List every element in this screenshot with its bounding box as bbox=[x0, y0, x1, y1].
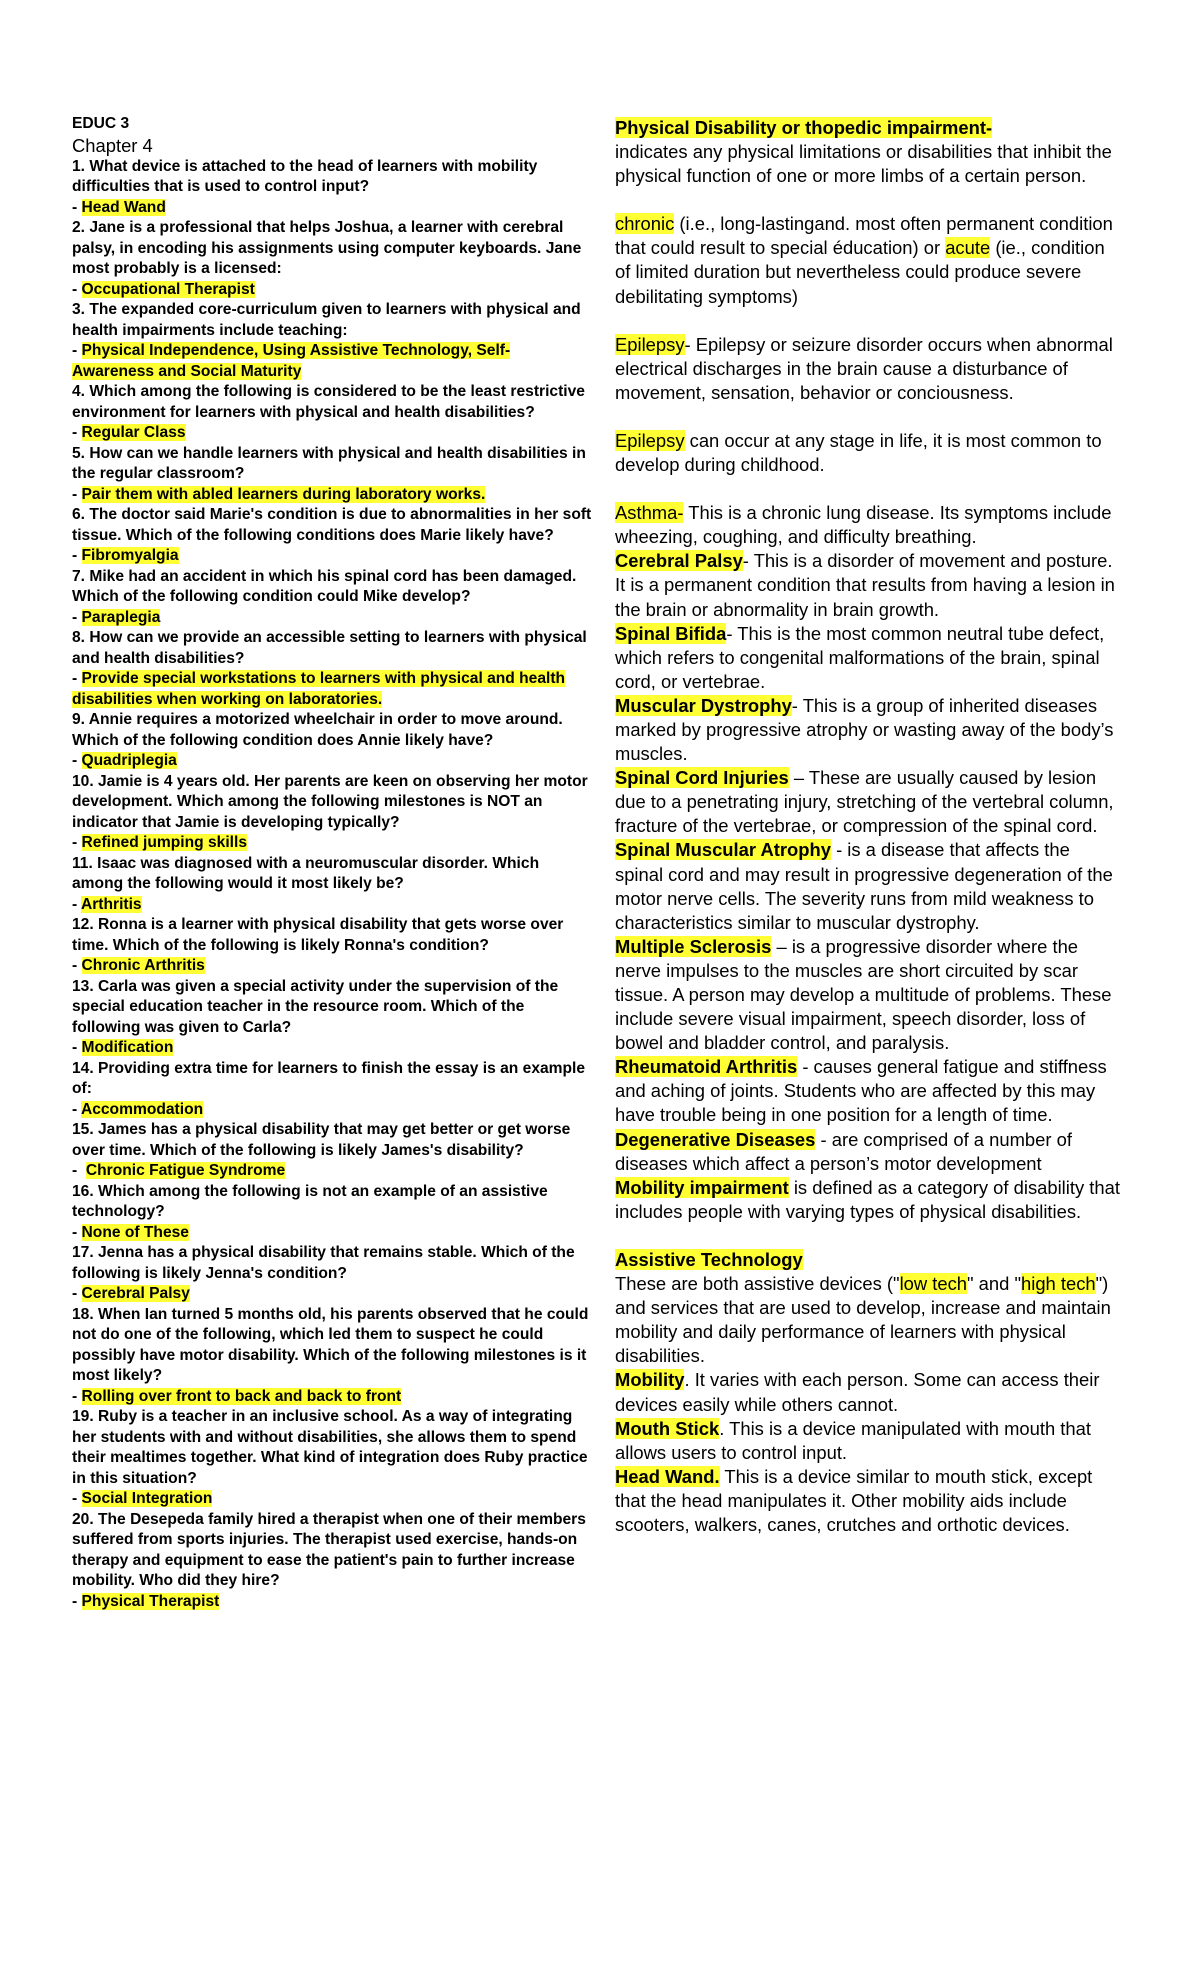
term-epilepsy: Epilepsy bbox=[615, 429, 685, 451]
definition-text: (i.e., long-lastingand. most often permanent condition that could result to special éducation) or bbox=[615, 213, 1113, 259]
term-cerebral-palsy: Cerebral Palsy bbox=[615, 550, 743, 572]
answer-highlight: Regular Class bbox=[81, 424, 186, 441]
definition-text: (ie., condition of limited duration but nevertheless could produce severe debilitating symptoms) bbox=[615, 237, 1105, 307]
definition-cerebral-palsy bbox=[615, 549, 1120, 621]
question-text: 19. Ruby is a teacher in an inclusive school. As a way of integrating her students with and without disabilities, she allows them to spend their mealtimes together. What kind of integration does Ruby practice in this situation? bbox=[72, 1408, 588, 1487]
answer-highlight: Physical Independence, Using Assistive Technology, Self-Awareness and Social Maturity bbox=[72, 342, 511, 380]
question-text: 15. James has a physical disability that may get better or get worse over time. Which of the following is likely James's disability? bbox=[72, 1121, 571, 1159]
term-acute: acute bbox=[945, 237, 991, 259]
definition-spinal-cord-injuries bbox=[615, 766, 1120, 838]
definition-spinal-bifida bbox=[615, 622, 1120, 694]
definition-text: - is a disease that affects the spinal cord and may result in progressive degeneration of the motor nerve cells. The severity runs from mild weakness to characteristics similar to muscular dystrophy. bbox=[615, 839, 1113, 933]
term-mobility: Mobility bbox=[615, 1369, 685, 1391]
term-head-wand: Head Wand. bbox=[615, 1465, 720, 1487]
definition-text: This is a chronic lung disease. Its symptoms include wheezing, coughing, and difficulty breathing. bbox=[615, 502, 1112, 548]
definition-text: indicates any physical limitations or disabilities that inhibit the physical function of one or more limbs of a certain person. bbox=[615, 141, 1112, 187]
answer-line bbox=[72, 341, 592, 382]
answer-prefix: - bbox=[72, 198, 82, 216]
definition-head-wand bbox=[615, 1465, 1120, 1537]
answer-highlight: Modification bbox=[81, 1039, 174, 1056]
question-text: 10. Jamie is 4 years old. Her parents are keen on observing her motor development. Which among the following milestones is NOT an indicator that Jamie is developing typically? bbox=[72, 772, 588, 831]
answer-line bbox=[72, 1038, 592, 1059]
definition-text: - Epilepsy or seizure disorder occurs when abnormal electrical discharges in the brain cause a disturbance of movement, sensation, behavior or conciousness. bbox=[615, 333, 1113, 403]
answer-highlight: None of These bbox=[81, 1223, 189, 1241]
answer-prefix: - bbox=[72, 1490, 82, 1507]
question-text: 4. Which among the following is considered to be the least restrictive environment for learners with physical and health disabilities? bbox=[72, 383, 585, 421]
definition-text: " and " bbox=[967, 1273, 1021, 1295]
term-spinal-bifida: Spinal Bifida bbox=[615, 622, 727, 644]
definition-chronic-acute bbox=[615, 212, 1120, 308]
answer-prefix: - bbox=[72, 280, 82, 298]
definition-text: - This is a group of inherited diseases marked by progressive atrophy or wasting away of the body’s muscles. bbox=[615, 694, 1114, 765]
definition-text: - causes general fatigue and stiffness and aching of joints. Students who are affected by this may have trouble being in one position for a length of time. bbox=[615, 1056, 1107, 1126]
definition-rheumatoid-arthritis bbox=[615, 1055, 1120, 1127]
question-text: 20. The Desepeda family hired a therapist when one of their members suffered from sports injuries. The therapist used exercise, hands-on therapy and equipment to ease the patient's pain to further increase mobility. Who did they hire? bbox=[72, 1510, 586, 1589]
answer-prefix: - bbox=[72, 1285, 82, 1302]
answer-prefix: - bbox=[72, 1592, 82, 1610]
definition-text: - This is the most common neutral tube defect, which refers to congenital malformations of the brain, spinal cord, or vertebrae. bbox=[615, 622, 1105, 692]
definition-mouth-stick bbox=[615, 1417, 1120, 1465]
answer-prefix: - bbox=[72, 670, 82, 687]
answer-line bbox=[72, 956, 592, 977]
answer-prefix: - bbox=[72, 485, 82, 503]
heading-assistive-technology: Assistive Technology bbox=[615, 1248, 803, 1270]
question-text: 13. Carla was given a special activity under the supervision of the special education teacher in the resource room. Which of the following was given to Carla? bbox=[72, 977, 559, 1036]
term-low-tech: low tech bbox=[899, 1273, 968, 1295]
answer-line bbox=[72, 1223, 592, 1244]
definition-assistive-technology bbox=[615, 1248, 1120, 1368]
question-text: 16. Which among the following is not an example of an assistive technology? bbox=[72, 1182, 548, 1220]
answer-highlight: Head Wand bbox=[81, 198, 166, 216]
answer-prefix: - bbox=[72, 957, 82, 974]
question-list bbox=[72, 157, 592, 1613]
definition-spinal-muscular-atrophy bbox=[615, 838, 1120, 934]
question-text: 2. Jane is a professional that helps Joshua, a learner with cerebral palsy, in encoding his assignments using computer keyboards. Jane most probably is a licensed: bbox=[72, 219, 582, 277]
answer-prefix: - bbox=[72, 752, 82, 769]
answer-line bbox=[72, 485, 592, 506]
answer-prefix: - bbox=[72, 895, 81, 913]
answer-prefix: - bbox=[72, 342, 82, 359]
answer-prefix: - bbox=[72, 834, 82, 851]
definition-text: ") and services that are used to develop, increase and maintain mobility and daily performance of learners with physical disabilities. bbox=[615, 1273, 1111, 1367]
answer-prefix: - bbox=[72, 424, 82, 441]
question-text: 7. Mike had an accident in which his spinal cord has been damaged. Which of the following condition could Mike develop? bbox=[72, 567, 577, 605]
question-text: 8. How can we provide an accessible setting to learners with physical and health disabilities? bbox=[72, 629, 587, 667]
answer-prefix: - bbox=[72, 608, 82, 626]
definition-text: – is a progressive disorder where the nerve impulses to the muscles are short circuited by scar tissue. A person may develop a multitude of problems. These include severe visual impairment, speech disorder, loss of bowel and bladder control, and paralysis. bbox=[615, 935, 1112, 1054]
answer-highlight: Arthritis bbox=[80, 895, 142, 913]
answer-prefix: - bbox=[72, 1162, 86, 1179]
note-epilepsy bbox=[615, 429, 1120, 477]
answer-highlight: Fibromyalgia bbox=[81, 547, 179, 564]
quiz-column bbox=[72, 114, 592, 1612]
answer-line bbox=[72, 1592, 592, 1613]
term-spinal-cord-injuries: Spinal Cord Injuries bbox=[615, 767, 789, 789]
question-text: 18. When Ian turned 5 months old, his parents observed that he could not do one of the following, which led them to suspect he could possibly have motor disability. Which of the following milestones is it most likely? bbox=[72, 1305, 589, 1384]
question-text: 12. Ronna is a learner with physical disability that gets worse over time. Which of the following is likely Ronna's condition? bbox=[72, 916, 564, 954]
definition-multiple-sclerosis bbox=[615, 935, 1120, 1055]
answer-highlight: Rolling over front to back and back to front bbox=[81, 1387, 402, 1405]
definition-text: is defined as a category of disability that includes people with varying types of physical disabilities. bbox=[615, 1176, 1120, 1222]
question-text: 9. Annie requires a motorized wheelchair in order to move around. Which of the following condition does Annie likely have? bbox=[72, 711, 563, 749]
answer-line bbox=[72, 833, 592, 854]
answer-line bbox=[72, 423, 592, 444]
definition-text: - are comprised of a number of diseases which affect a person’s motor development bbox=[615, 1128, 1072, 1174]
answer-highlight: Accommodation bbox=[80, 1100, 204, 1118]
answer-line bbox=[72, 1284, 592, 1305]
answer-line bbox=[72, 1100, 592, 1121]
answer-line bbox=[72, 751, 592, 772]
definition-text: - This is a disorder of movement and posture. It is a permanent condition that results from having a lesion in the brain or abnormality in brain growth. bbox=[615, 550, 1115, 620]
answer-highlight: Occupational Therapist bbox=[81, 280, 255, 298]
term-muscular-dystrophy: Muscular Dystrophy bbox=[615, 694, 792, 716]
term-rheumatoid-arthritis: Rheumatoid Arthritis bbox=[615, 1056, 798, 1078]
answer-highlight: Chronic Arthritis bbox=[81, 957, 205, 974]
answer-line bbox=[72, 1161, 592, 1182]
answer-line bbox=[72, 280, 592, 301]
answer-line bbox=[72, 198, 592, 219]
definition-text: can occur at any stage in life, it is most common to develop during childhood. bbox=[615, 429, 1102, 476]
answer-prefix: - bbox=[72, 1387, 82, 1405]
term-mouth-stick: Mouth Stick bbox=[615, 1417, 720, 1439]
term-spinal-muscular-atrophy: Spinal Muscular Atrophy bbox=[615, 839, 831, 861]
term-chronic: chronic bbox=[615, 213, 675, 235]
course-code: EDUC 3 bbox=[72, 115, 130, 132]
answer-prefix: - bbox=[72, 1223, 82, 1241]
question-text: 11. Isaac was diagnosed with a neuromuscular disorder. Which among the following would it most likely be? bbox=[72, 854, 540, 892]
definition-degenerative-diseases bbox=[615, 1128, 1120, 1176]
answer-highlight: Social Integration bbox=[81, 1490, 213, 1507]
answer-line bbox=[72, 895, 592, 916]
answer-prefix: - bbox=[72, 547, 82, 564]
answer-line bbox=[72, 669, 592, 710]
answer-highlight: Pair them with abled learners during laboratory works. bbox=[81, 485, 486, 503]
question-text: 3. The expanded core-curriculum given to learners with physical and health impairments include teaching: bbox=[72, 301, 581, 339]
definition-text: . It varies with each person. Some can access their devices easily while others cannot. bbox=[615, 1369, 1100, 1415]
question-text: 6. The doctor said Marie's condition is due to abnormalities in her soft tissue. Which of the following conditions does Marie likely have? bbox=[72, 506, 592, 544]
term-high-tech: high tech bbox=[1021, 1273, 1096, 1295]
answer-line bbox=[72, 1387, 592, 1408]
term-epilepsy: Epilepsy bbox=[615, 333, 685, 355]
definition-mobility-impairment bbox=[615, 1176, 1120, 1224]
answer-highlight: Quadriplegia bbox=[81, 752, 177, 769]
definition-asthma bbox=[615, 501, 1120, 549]
term-asthma: Asthma- bbox=[615, 502, 684, 524]
question-text: 1. What device is attached to the head of learners with mobility difficulties that is used to control input? bbox=[72, 157, 538, 195]
answer-line bbox=[72, 546, 592, 567]
definition-epilepsy bbox=[615, 333, 1120, 405]
answer-highlight: Paraplegia bbox=[81, 608, 161, 626]
definition-physical-disability bbox=[615, 116, 1120, 188]
term-physical-disability: Physical Disability or thopedic impairment- bbox=[615, 117, 993, 138]
term-multiple-sclerosis: Multiple Sclerosis bbox=[615, 935, 772, 957]
question-text: 17. Jenna has a physical disability that remains stable. Which of the following is likely Jenna's condition? bbox=[72, 1244, 575, 1282]
definition-muscular-dystrophy bbox=[615, 694, 1120, 766]
definition-mobility bbox=[615, 1368, 1120, 1416]
question-text: 5. How can we handle learners with physical and health disabilities in the regular classroom? bbox=[72, 444, 586, 482]
definition-text: This is a device similar to mouth stick, except that the head manipulates it. Other mobility aids include scooters, walkers, canes, crutches and orthotic devices. bbox=[615, 1465, 1093, 1535]
answer-line bbox=[72, 1489, 592, 1510]
answer-line bbox=[72, 608, 592, 629]
definition-text: – These are usually caused by lesion due to a penetrating injury, stretching of the vertebral column, fracture of the vertebrae, or compression of the spinal cord. bbox=[615, 767, 1114, 837]
answer-highlight: Refined jumping skills bbox=[81, 834, 248, 851]
answer-highlight: Provide special workstations to learners with physical and health disabilities when working on laboratories. bbox=[72, 670, 566, 708]
answer-prefix: - bbox=[72, 1100, 81, 1118]
term-degenerative-diseases: Degenerative Diseases bbox=[615, 1128, 816, 1150]
answer-highlight: Chronic Fatigue Syndrome bbox=[85, 1162, 286, 1179]
answer-prefix: - bbox=[72, 1039, 82, 1056]
answer-highlight: Cerebral Palsy bbox=[81, 1285, 190, 1302]
chapter-title: Chapter 4 bbox=[72, 134, 153, 156]
definition-text: These are both assistive devices (" bbox=[615, 1273, 900, 1295]
definition-text: . This is a device manipulated with mouth that allows users to control input. bbox=[615, 1417, 1091, 1463]
term-mobility-impairment: Mobility impairment bbox=[615, 1176, 789, 1198]
question-text: 14. Providing extra time for learners to finish the essay is an example of: bbox=[72, 1059, 586, 1097]
answer-highlight: Physical Therapist bbox=[81, 1592, 220, 1610]
notes-column bbox=[615, 116, 1120, 1537]
